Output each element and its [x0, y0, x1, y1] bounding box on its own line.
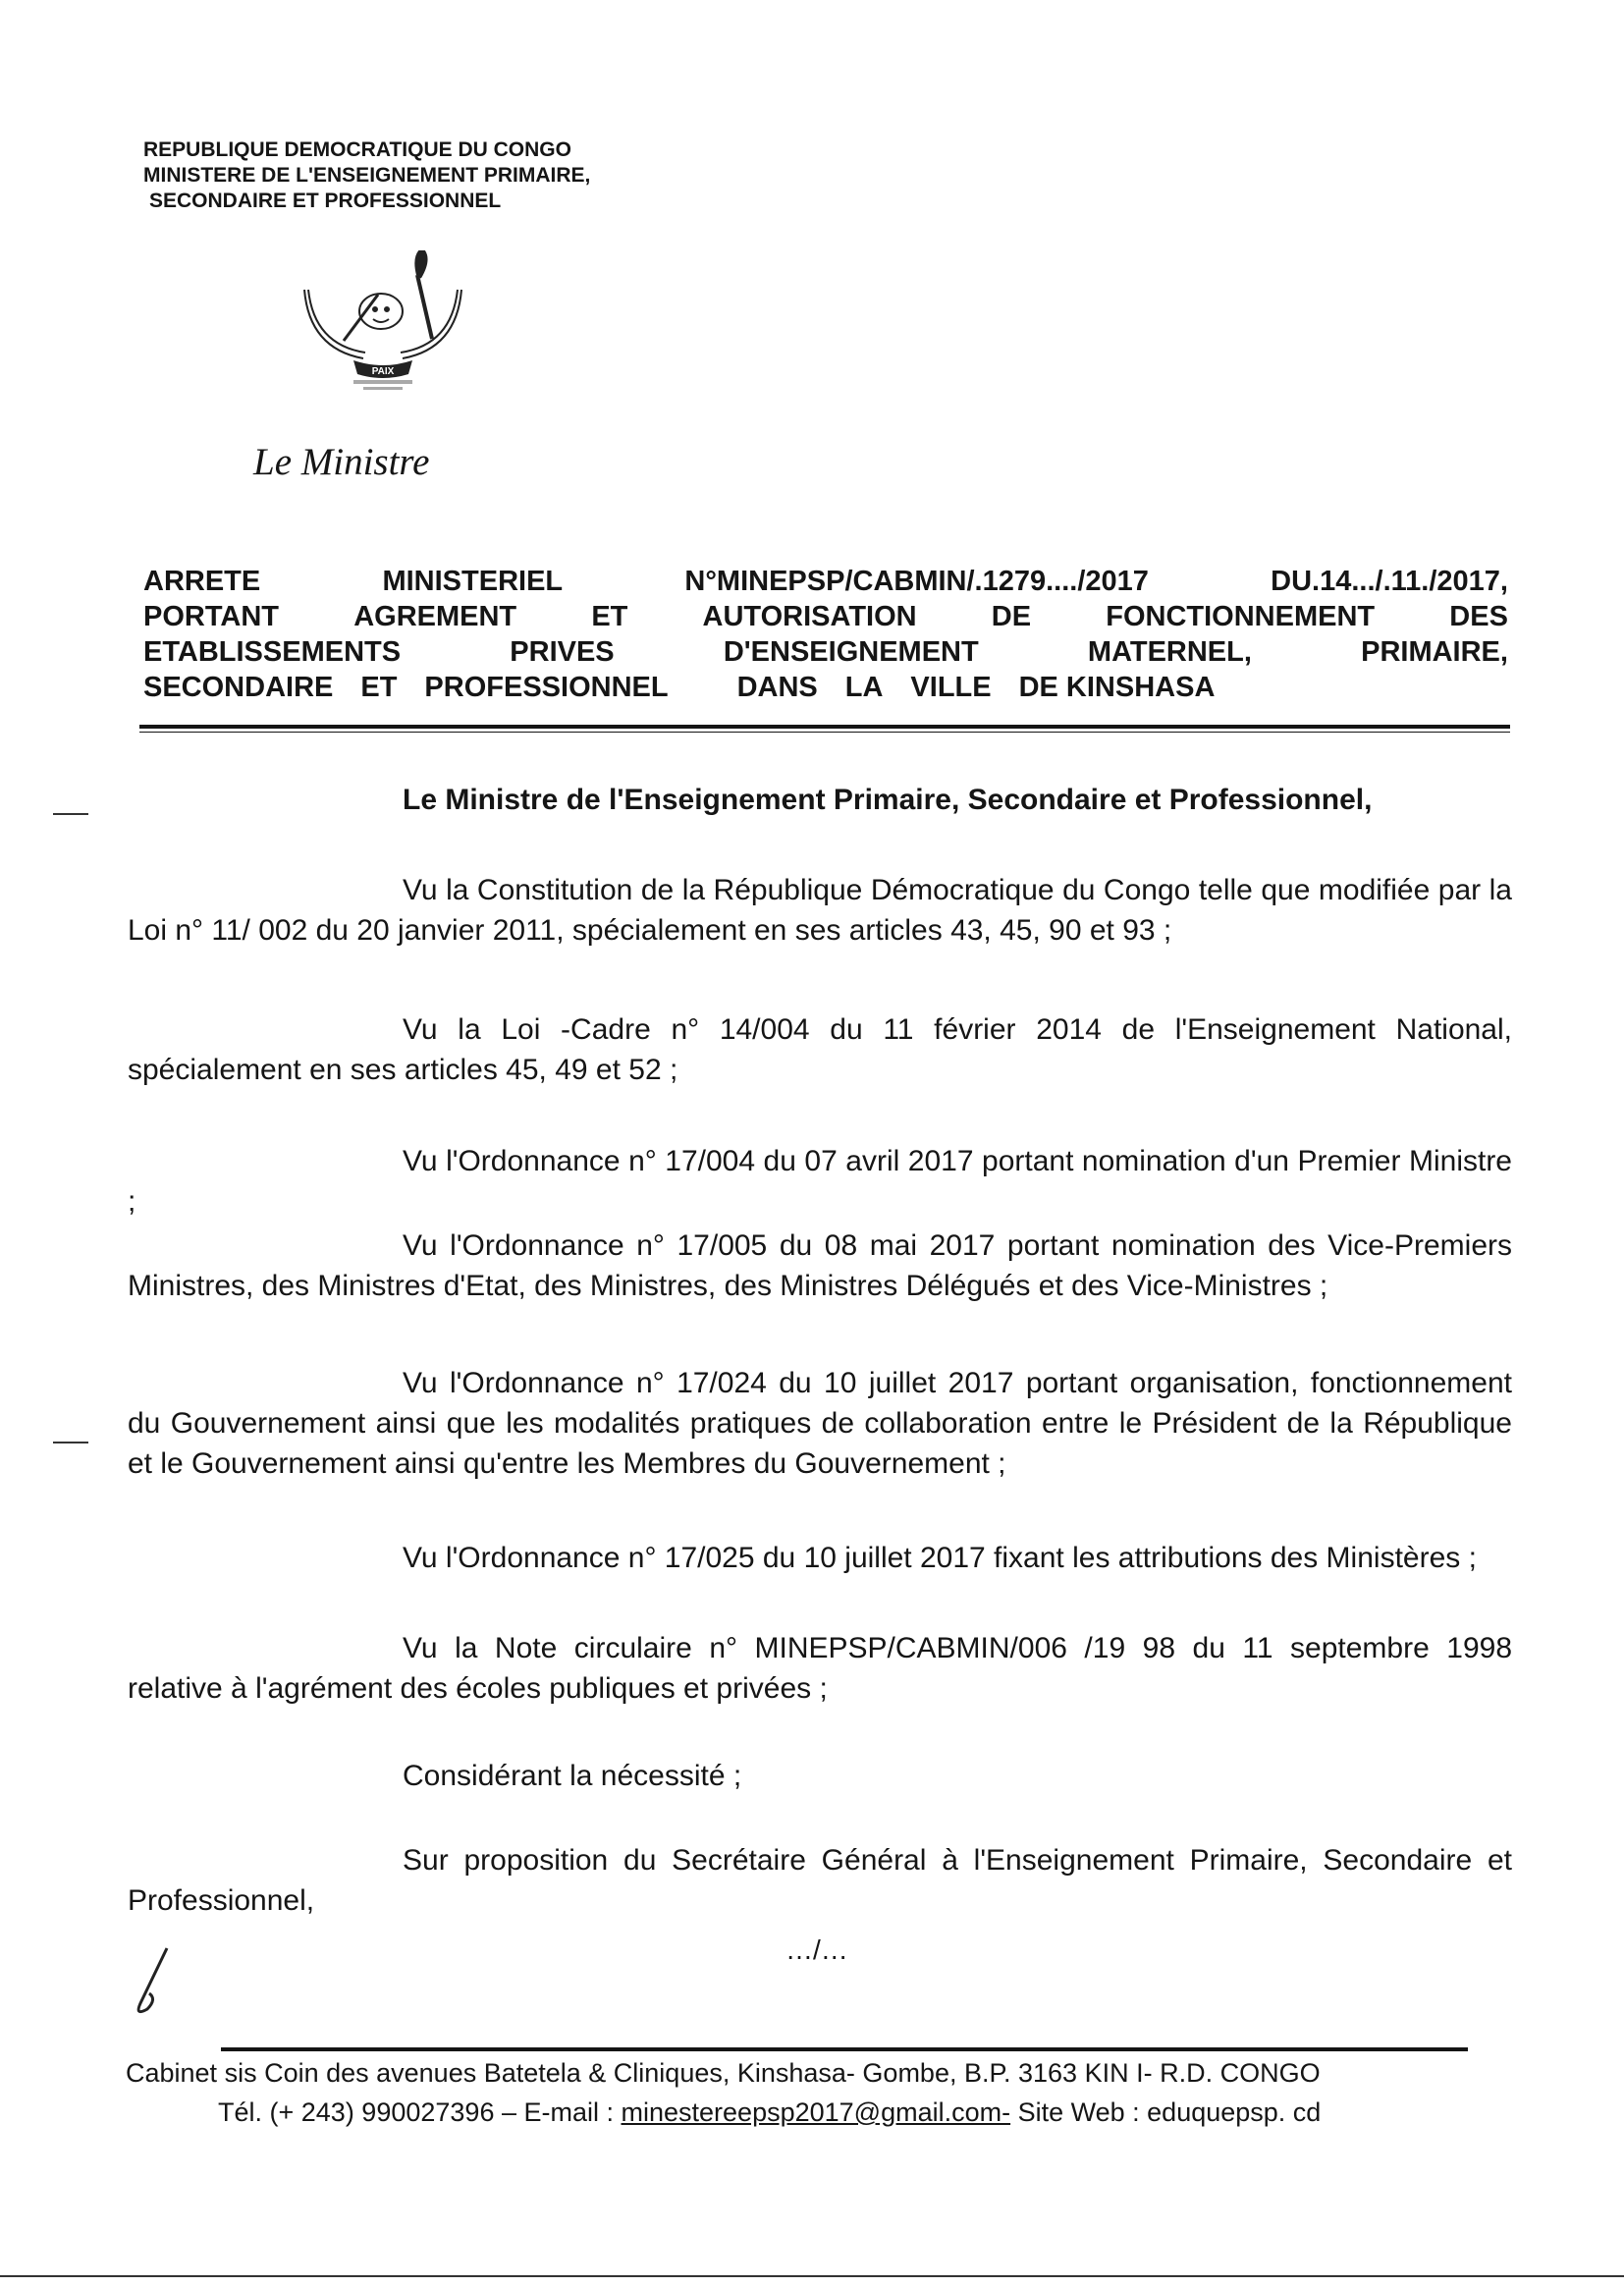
title-divider: [139, 725, 1510, 729]
decree-title: [143, 564, 1508, 705]
handwritten-initial: [128, 1944, 187, 2023]
preamble-paragraph: Vu la Note circulaire n° MINEPSP/CABMIN/006 /19 98 du 11 septembre 1998 relative à l'agrément des écoles publiques et privées ;: [128, 1632, 1512, 1705]
margin-mark: [53, 1442, 88, 1443]
letterhead-ministry-cont: SECONDAIRE ET PROFESSIONNEL: [149, 190, 502, 212]
footer-website: Site Web : eduquepsp. cd: [1017, 2097, 1322, 2127]
emblem-motto: PAIX: [371, 366, 395, 377]
footer-email-link[interactable]: minestereepsp2017@gmail.com-: [621, 2097, 1011, 2127]
coat-of-arms-emblem: [285, 250, 481, 398]
decree-title-line-1: ARRETE MINISTERIEL N°MINEPSP/CABMIN/.1279..../2017 DU.14.../.11./2017,: [143, 566, 1508, 597]
footer-divider: [221, 2047, 1468, 2051]
preamble-paragraph: Vu l'Ordonnance n° 17/004 du 07 avril 2017 portant nomination d'un Premier Ministre ;: [128, 1145, 1512, 1218]
preamble-paragraph: Considérant la nécessité ;: [403, 1760, 742, 1792]
continuation-mark: …/…: [785, 1934, 848, 1965]
preamble-paragraph: Vu l'Ordonnance n° 17/005 du 08 mai 2017 portant nomination des Vice-Premiers Ministres, des Ministres d'Etat, des Ministres, des Ministres Délégués et des Vice-Ministres ;: [128, 1229, 1512, 1302]
decree-intro: Le Ministre de l'Enseignement Primaire, Secondaire et Professionnel,: [403, 784, 1373, 816]
footer-phone: Tél. (+ 243) 990027396 – E-mail :: [218, 2097, 614, 2127]
preamble-paragraph: Vu la Loi -Cadre n° 14/004 du 11 février 2014 de l'Enseignement National, spécialement en ses articles 45, 49 et 52 ;: [128, 1013, 1512, 1086]
preamble-paragraph: Vu l'Ordonnance n° 17/024 du 10 juillet 2017 portant organisation, fonctionnement du Gouvernement ainsi que les modalités pratiques de collaboration entre le Président de la République et le Gouvernement ainsi qu'entre les Membres du Gouvernement ;: [128, 1367, 1512, 1480]
footer-address: Cabinet sis Coin des avenues Batetela & Cliniques, Kinshasa- Gombe, B.P. 3163 KIN I- R.D. CONGO: [126, 2058, 1321, 2088]
preamble-paragraph: Vu la Constitution de la République Démocratique du Congo telle que modifiée par la Loi n° 11/ 002 du 20 janvier 2011, spécialement en ses articles 43, 45, 90 et 93 ;: [128, 874, 1512, 947]
letterhead-ministry: MINISTERE DE L'ENSEIGNEMENT PRIMAIRE,: [143, 164, 591, 187]
letterhead-country: REPUBLIQUE DEMOCRATIQUE DU CONGO: [143, 138, 571, 161]
margin-mark: [53, 813, 88, 815]
title-divider-thin: [139, 732, 1510, 733]
signature-title: Le Ministre: [253, 441, 430, 483]
preamble-paragraph: Sur proposition du Secrétaire Général à l'Enseignement Primaire, Secondaire et Professionnel,: [128, 1844, 1512, 1917]
letterhead: [143, 137, 590, 214]
page-bottom-edge: [0, 2275, 1624, 2277]
decree-title-line-2: PORTANT AGREMENT ET AUTORISATION DE FONCTIONNEMENT DES: [143, 601, 1508, 632]
decree-title-line-3: ETABLISSEMENTS PRIVES D'ENSEIGNEMENT MATERNEL, PRIMAIRE,: [143, 636, 1508, 668]
preamble-paragraph: Vu l'Ordonnance n° 17/025 du 10 juillet 2017 fixant les attributions des Ministères ;: [403, 1542, 1477, 1574]
footer-contact: [218, 2097, 1321, 2128]
decree-title-line-4: SECONDAIRE ET PROFESSIONNEL DANS LA VILLE DE KINSHASA: [143, 672, 1216, 703]
